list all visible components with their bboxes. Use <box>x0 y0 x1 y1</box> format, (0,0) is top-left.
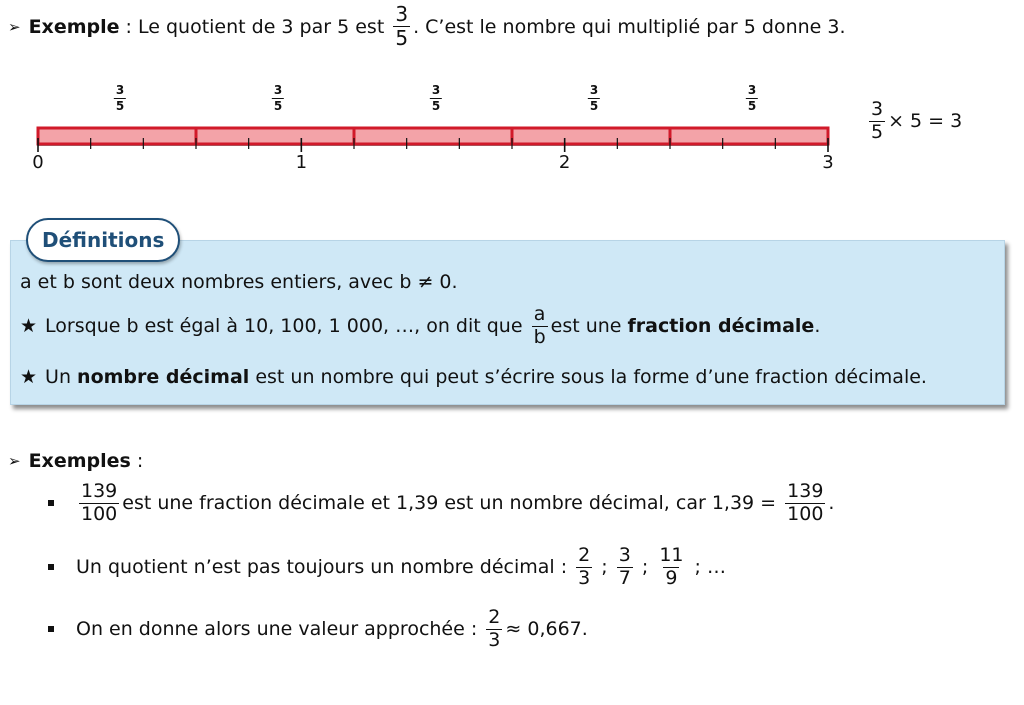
examples-colon: : <box>130 450 144 472</box>
segment-bar <box>354 128 512 144</box>
definitions-box <box>10 240 1005 405</box>
example-2-fraction-den: 3 <box>578 566 591 589</box>
intro-fraction-den: 5 <box>395 26 409 50</box>
segment-fraction-num: 3 <box>589 83 599 97</box>
definition-line-1: a et b sont deux nombres entiers, avec b ≠ 0. <box>20 271 458 293</box>
example-3-text: On en donne alors une valeur approchée : <box>76 618 484 641</box>
example-1-fraction-2 <box>785 482 825 525</box>
definition-fraction-num: a <box>533 303 546 325</box>
example-2-fraction-den: 9 <box>665 566 678 589</box>
star-icon: ★ <box>20 366 38 388</box>
square-bullet-icon <box>48 564 54 570</box>
segment-fraction-num: 3 <box>273 83 283 97</box>
definition-line-3-text-b: est un nombre qui peut s’écrire sous la forme d’une fraction décimale. <box>249 366 927 388</box>
definition-line-2 <box>20 305 820 348</box>
segment-fraction-den: 5 <box>747 98 757 113</box>
tick-label: 2 <box>558 152 571 173</box>
segment-fraction-den: 5 <box>273 98 283 113</box>
example-1 <box>48 482 834 525</box>
number-line-equation <box>866 100 962 143</box>
segment-fraction <box>746 84 758 112</box>
square-bullet-icon <box>48 626 54 632</box>
example-1-fraction-num: 139 <box>81 480 118 502</box>
examples-label: Exemples <box>28 450 131 472</box>
example-3-fraction <box>486 608 502 651</box>
example-2-fraction-den: 7 <box>618 566 631 589</box>
example-2-fraction <box>617 546 633 589</box>
example-3-fraction-num: 2 <box>488 606 501 628</box>
equation-fraction-den: 5 <box>871 120 884 143</box>
segment-fraction-num: 3 <box>115 83 125 97</box>
segment-fraction <box>588 84 600 112</box>
example-3-end: ≈ 0,667. <box>505 618 588 641</box>
segment-bar <box>196 128 354 144</box>
equation-rest: × 5 = 3 <box>888 110 963 133</box>
intro-line <box>8 4 846 49</box>
example-1-end: . <box>828 492 835 515</box>
number-line <box>28 78 848 178</box>
intro-fraction <box>393 4 410 49</box>
arrow-bullet-icon: ➢ <box>8 452 21 470</box>
example-3 <box>48 608 588 651</box>
definitions-tag: Définitions <box>26 218 180 262</box>
example-1-text: est une fraction décimale et 1,39 est un nombre décimal, car 1,39 = <box>122 492 783 515</box>
segment-fraction <box>114 84 126 112</box>
segment-fraction <box>272 84 284 112</box>
intro-label: Exemple <box>28 15 120 38</box>
square-bullet-icon <box>48 500 54 506</box>
tick-label: 1 <box>295 152 308 173</box>
example-1-fraction-den: 100 <box>81 502 118 525</box>
segment-fraction-num: 3 <box>431 83 441 97</box>
definition-line-2-text-a: Lorsque b est égal à 10, 100, 1 000, …, on dit que <box>45 315 529 338</box>
segment-fraction <box>430 84 442 112</box>
definition-line-2-end: . <box>814 315 821 338</box>
example-1-fraction <box>79 482 119 525</box>
segment-bar <box>670 128 828 144</box>
segment-fraction-den: 5 <box>431 98 441 113</box>
example-2-fraction-num: 3 <box>618 544 631 566</box>
example-1-fraction-2-num: 139 <box>787 480 824 502</box>
definition-fraction-decimale: fraction décimale <box>627 315 815 338</box>
segment-bar <box>512 128 670 144</box>
example-2 <box>48 546 726 589</box>
definition-line-3-text-a: Un <box>45 366 78 388</box>
example-2-fraction-num: 11 <box>659 544 684 566</box>
segment-fraction-den: 5 <box>115 98 125 113</box>
star-icon: ★ <box>20 315 38 338</box>
definition-fraction <box>532 305 548 348</box>
tick-label: 0 <box>32 152 44 173</box>
intro-fraction-num: 3 <box>395 2 409 26</box>
arrow-bullet-icon: ➢ <box>8 17 21 36</box>
example-2-separator: ; <box>595 556 614 579</box>
examples-heading <box>8 450 143 472</box>
definition-fraction-den: b <box>533 325 546 348</box>
equation-fraction <box>869 100 885 143</box>
segment-bar <box>38 128 196 144</box>
intro-text-a: : Le quotient de 3 par 5 est <box>119 15 391 38</box>
example-2-fraction-num: 2 <box>578 544 591 566</box>
segment-fraction-den: 5 <box>589 98 599 113</box>
example-2-fraction <box>657 546 685 589</box>
example-3-fraction-den: 3 <box>488 628 501 651</box>
example-2-end: ; … <box>688 556 726 579</box>
example-2-text: Un quotient n’est pas toujours un nombre décimal : <box>76 556 574 579</box>
example-1-fraction-2-den: 100 <box>787 502 824 525</box>
example-2-separator: ; <box>635 556 655 579</box>
example-2-fraction <box>576 546 592 589</box>
definition-line-2-text-b: est une <box>550 315 628 338</box>
segment-fraction-num: 3 <box>747 83 757 97</box>
tick-label: 3 <box>822 152 834 173</box>
intro-text-b: . C’est le nombre qui multiplié par 5 donne 3. <box>413 15 846 38</box>
equation-fraction-num: 3 <box>871 98 884 120</box>
definition-line-3 <box>20 366 927 388</box>
definition-nombre-decimal: nombre décimal <box>77 366 250 388</box>
